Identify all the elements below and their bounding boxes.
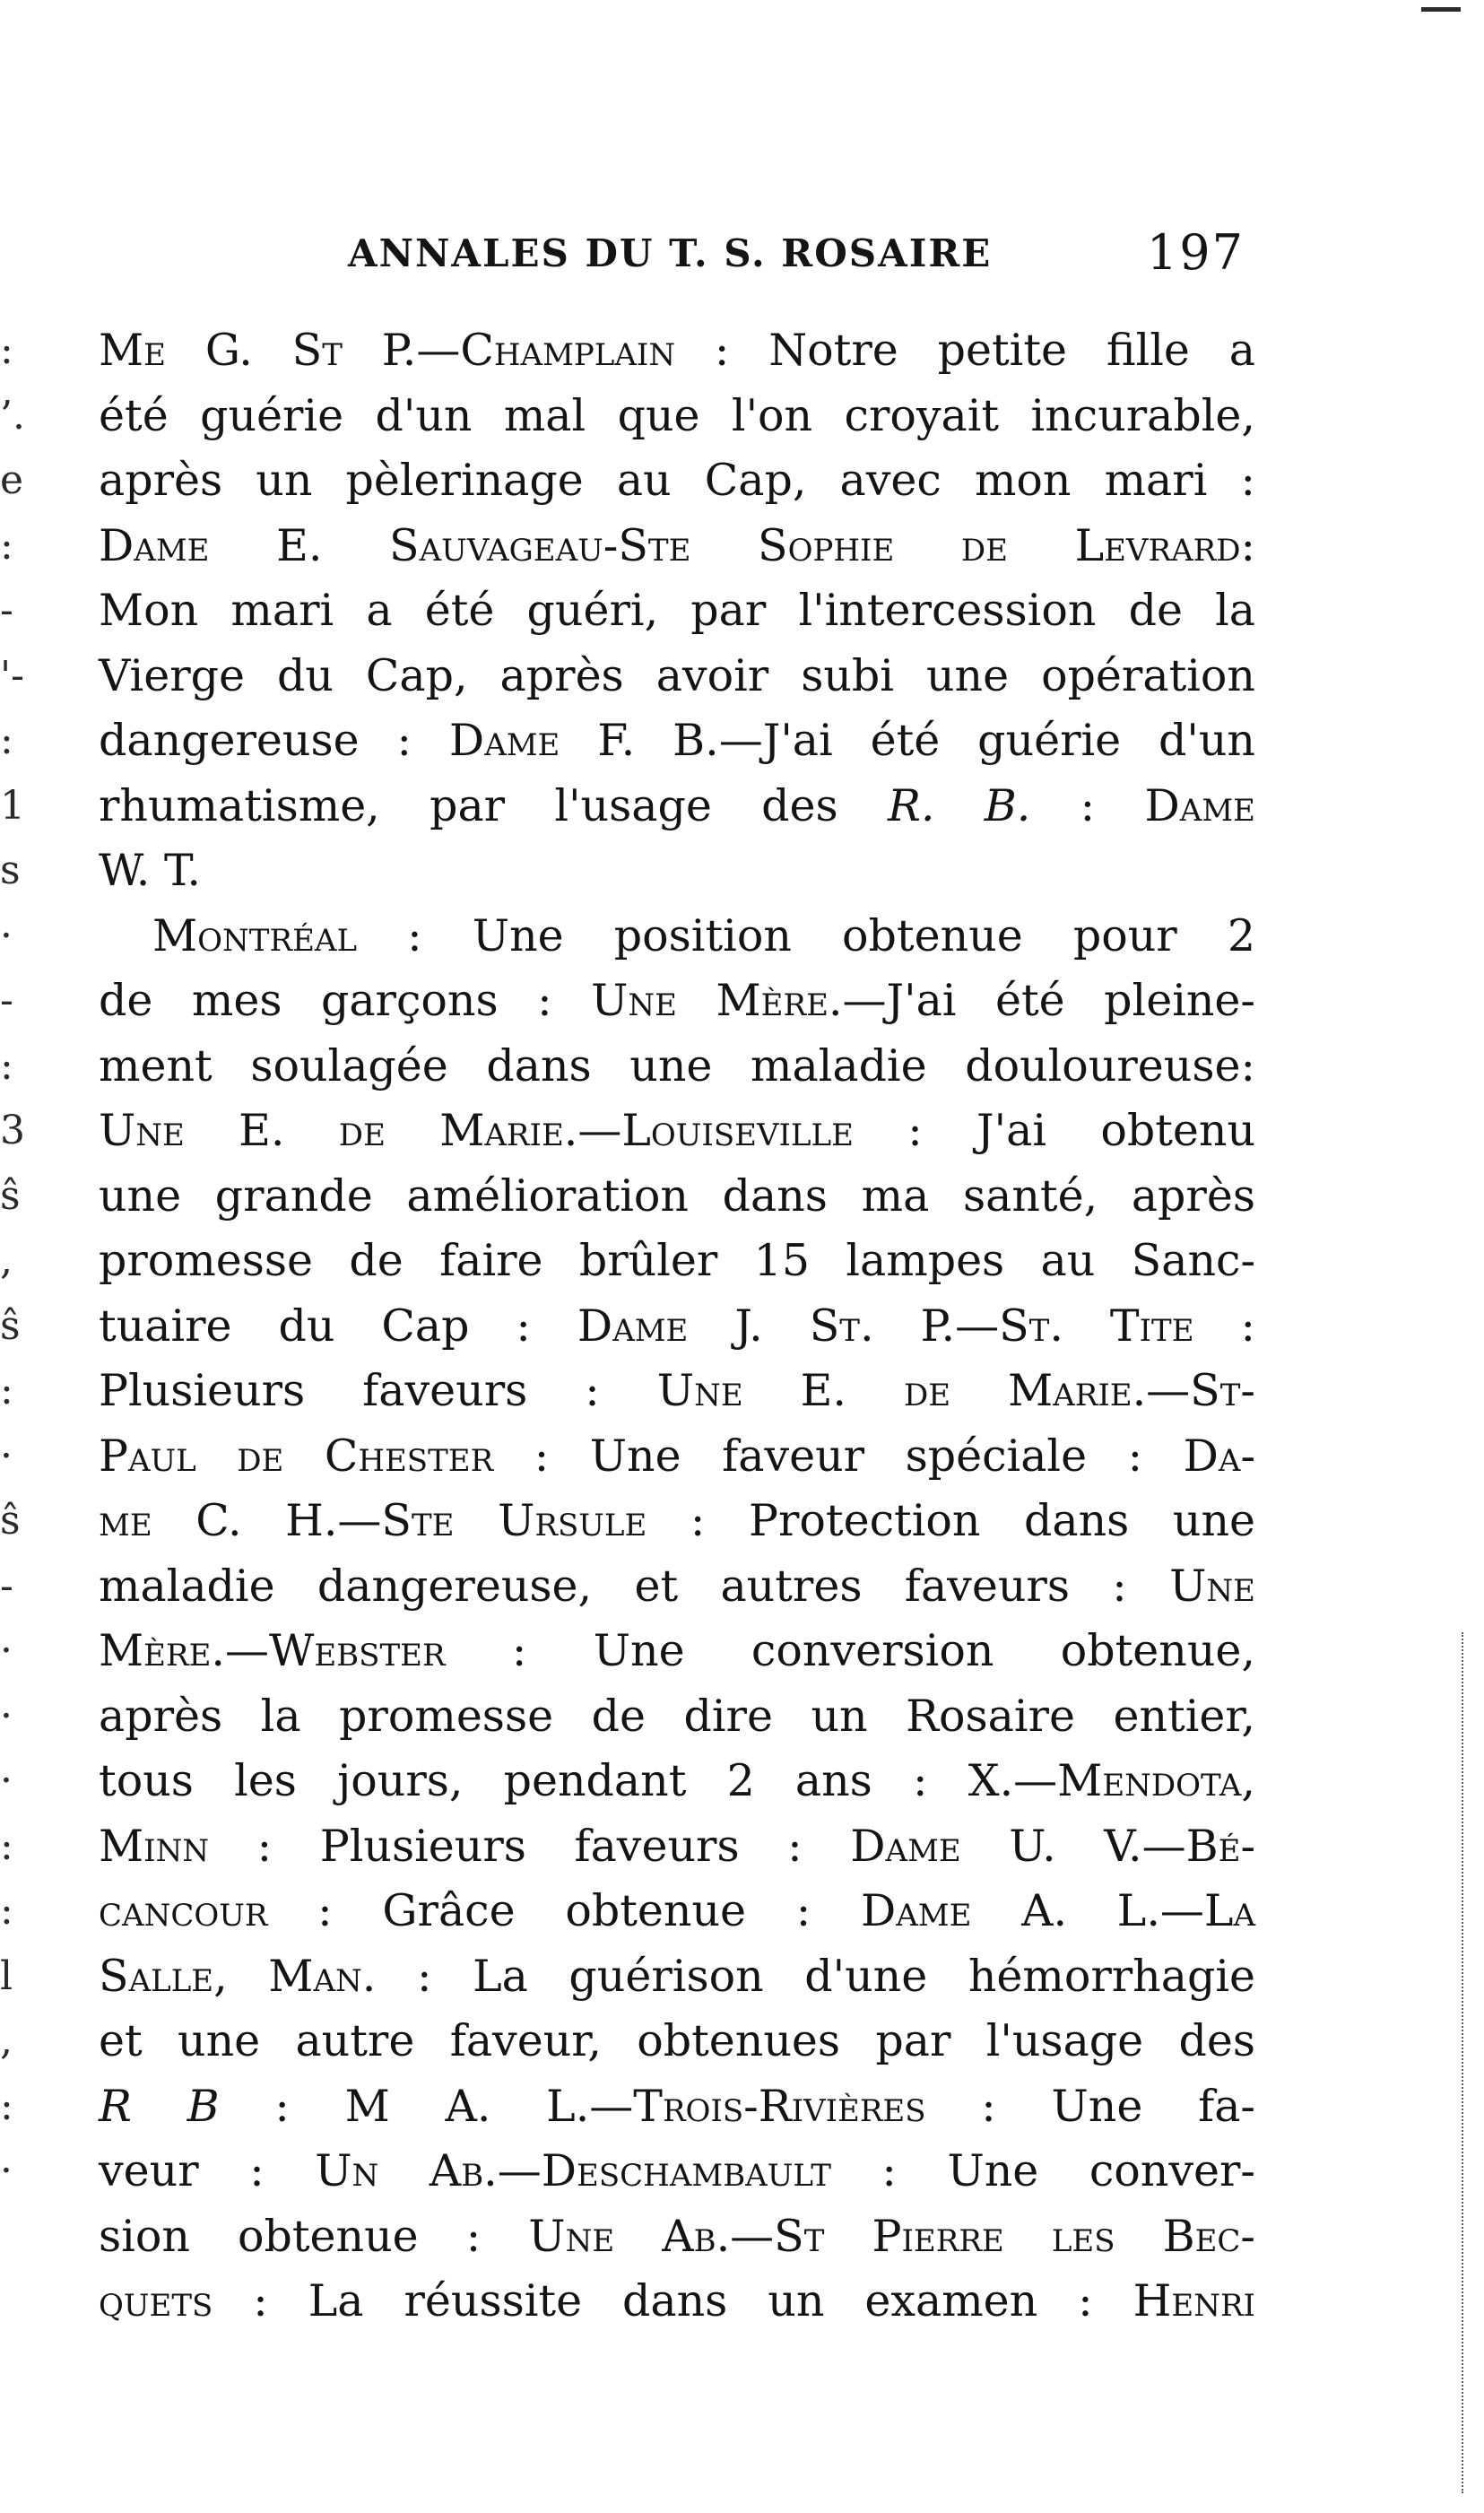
text-line: sion obtenue : Une Ab.—St Pierre les Bec- xyxy=(99,2210,1255,2262)
margin-mark: - xyxy=(0,978,13,1023)
running-title: ANNALES DU T. S. ROSAIRE xyxy=(348,231,993,275)
text-line: promesse de faire brûler 15 lampes au Sanc- xyxy=(99,1235,1255,1286)
margin-mark: s xyxy=(0,848,21,893)
margin-mark: · xyxy=(0,1758,13,1804)
text-line: Une E. de Marie.—Louiseville : J'ai obtenu xyxy=(99,1105,1255,1156)
text-line: R B : M A. L.—Trois-Rivières : Une fa- xyxy=(99,2080,1255,2132)
margin-mark: 1 xyxy=(0,782,25,829)
margin-mark: : xyxy=(0,1888,13,1934)
margin-mark: , xyxy=(0,1238,13,1283)
scan-artifact-mark xyxy=(1421,7,1461,12)
text-line: et une autre faveur, obtenues par l'usage des xyxy=(99,2015,1255,2066)
text-line: maladie dangereuse, et autres faveurs : Une xyxy=(99,1560,1255,1612)
margin-mark: - xyxy=(0,587,13,633)
text-line: Paul de Chester : Une faveur spéciale : Da- xyxy=(99,1430,1256,1482)
text-line: dangereuse : Dame F. B.—J'ai été guérie d'un xyxy=(99,715,1255,766)
margin-mark: · xyxy=(0,1628,13,1674)
text-line: de mes garçons : Une Mère.—J'ai été pleine- xyxy=(99,975,1255,1026)
text-line: Dame E. Sauvageau-Ste Sophie de Levrard: xyxy=(99,519,1255,571)
margin-mark: ’. xyxy=(0,392,25,439)
text-line: été guérie d'un mal que l'on croyait incurable, xyxy=(99,389,1255,441)
text-line: ment soulagée dans une maladie douloureuse: xyxy=(99,1039,1255,1091)
text-line: cancour : Grâce obtenue : Dame A. L.—La xyxy=(99,1885,1255,1936)
margin-mark: '- xyxy=(0,652,24,699)
margin-mark xyxy=(0,2269,30,2335)
text-line: tuaire du Cap : Dame J. St. P.—St. Tite : xyxy=(99,1300,1255,1352)
margin-mark: · xyxy=(0,912,13,959)
body-text xyxy=(99,318,1255,2335)
margin-mark: ŝ xyxy=(0,1498,21,1543)
text-line: une grande amélioration dans ma santé, après xyxy=(99,1170,1255,1222)
margin-mark: : xyxy=(0,2083,13,2129)
running-head xyxy=(332,224,1245,287)
text-line: quets : La réussite dans un examen : Henri xyxy=(99,2275,1255,2326)
text-line: rhumatisme, par l'usage des R. B. : Dame xyxy=(99,779,1255,831)
margin-mark: , xyxy=(0,2018,13,2064)
text-line: Me G. St P.—Champlain : Notre petite fille a xyxy=(99,325,1255,376)
text-line: veur : Un Ab.—Deschambault : Une conver- xyxy=(99,2145,1255,2196)
margin-mark: · xyxy=(0,2148,13,2194)
text-line: Mon mari a été guéri, par l'intercession de la xyxy=(99,585,1255,636)
margin-mark: : xyxy=(0,1822,13,1869)
margin-mark xyxy=(0,2204,30,2270)
margin-mark: · xyxy=(0,1432,13,1479)
margin-mark: - xyxy=(0,1562,13,1609)
margin-mark: e xyxy=(0,457,24,503)
text-line: Plusieurs faveurs : Une E. de Marie.—St- xyxy=(99,1365,1255,1416)
text-line: après la promesse de dire un Rosaire entier, xyxy=(99,1690,1255,1742)
left-margin-bleedthrough xyxy=(0,318,30,2335)
text-line: Montréal : Une position obtenue pour 2 xyxy=(152,909,1255,961)
page-number: 197 xyxy=(1146,224,1245,281)
text-line: Vierge du Cap, après avoir subi une opération xyxy=(99,649,1255,701)
margin-mark: ŝ xyxy=(0,1172,21,1219)
margin-mark: l xyxy=(0,1952,13,1999)
margin-mark: ŝ xyxy=(0,1302,21,1349)
text-line: Salle, Man. : La guérison d'une hémorrhagie xyxy=(99,1950,1255,2002)
text-line: tous les jours, pendant 2 ans : X.—Mendota, xyxy=(99,1755,1255,1806)
margin-mark: : xyxy=(0,327,13,373)
text-line: me C. H.—Ste Ursule : Protection dans une xyxy=(99,1495,1255,1546)
margin-mark: : xyxy=(0,522,13,569)
text-line: après un pèlerinage au Cap, avec mon mari : xyxy=(99,455,1255,506)
text-line: Mère.—Webster : Une conversion obtenue, xyxy=(99,1625,1255,1676)
margin-mark: · xyxy=(0,1692,13,1739)
margin-mark: : xyxy=(0,717,13,763)
margin-mark: : xyxy=(0,1368,13,1413)
text-line: Minn : Plusieurs faveurs : Dame U. V.—Bé- xyxy=(99,1820,1256,1872)
text-line: W. T. xyxy=(99,845,202,896)
right-gutter-shadow xyxy=(1462,1632,1469,2493)
margin-mark: : xyxy=(0,1042,13,1089)
margin-mark: 3 xyxy=(0,1108,25,1153)
